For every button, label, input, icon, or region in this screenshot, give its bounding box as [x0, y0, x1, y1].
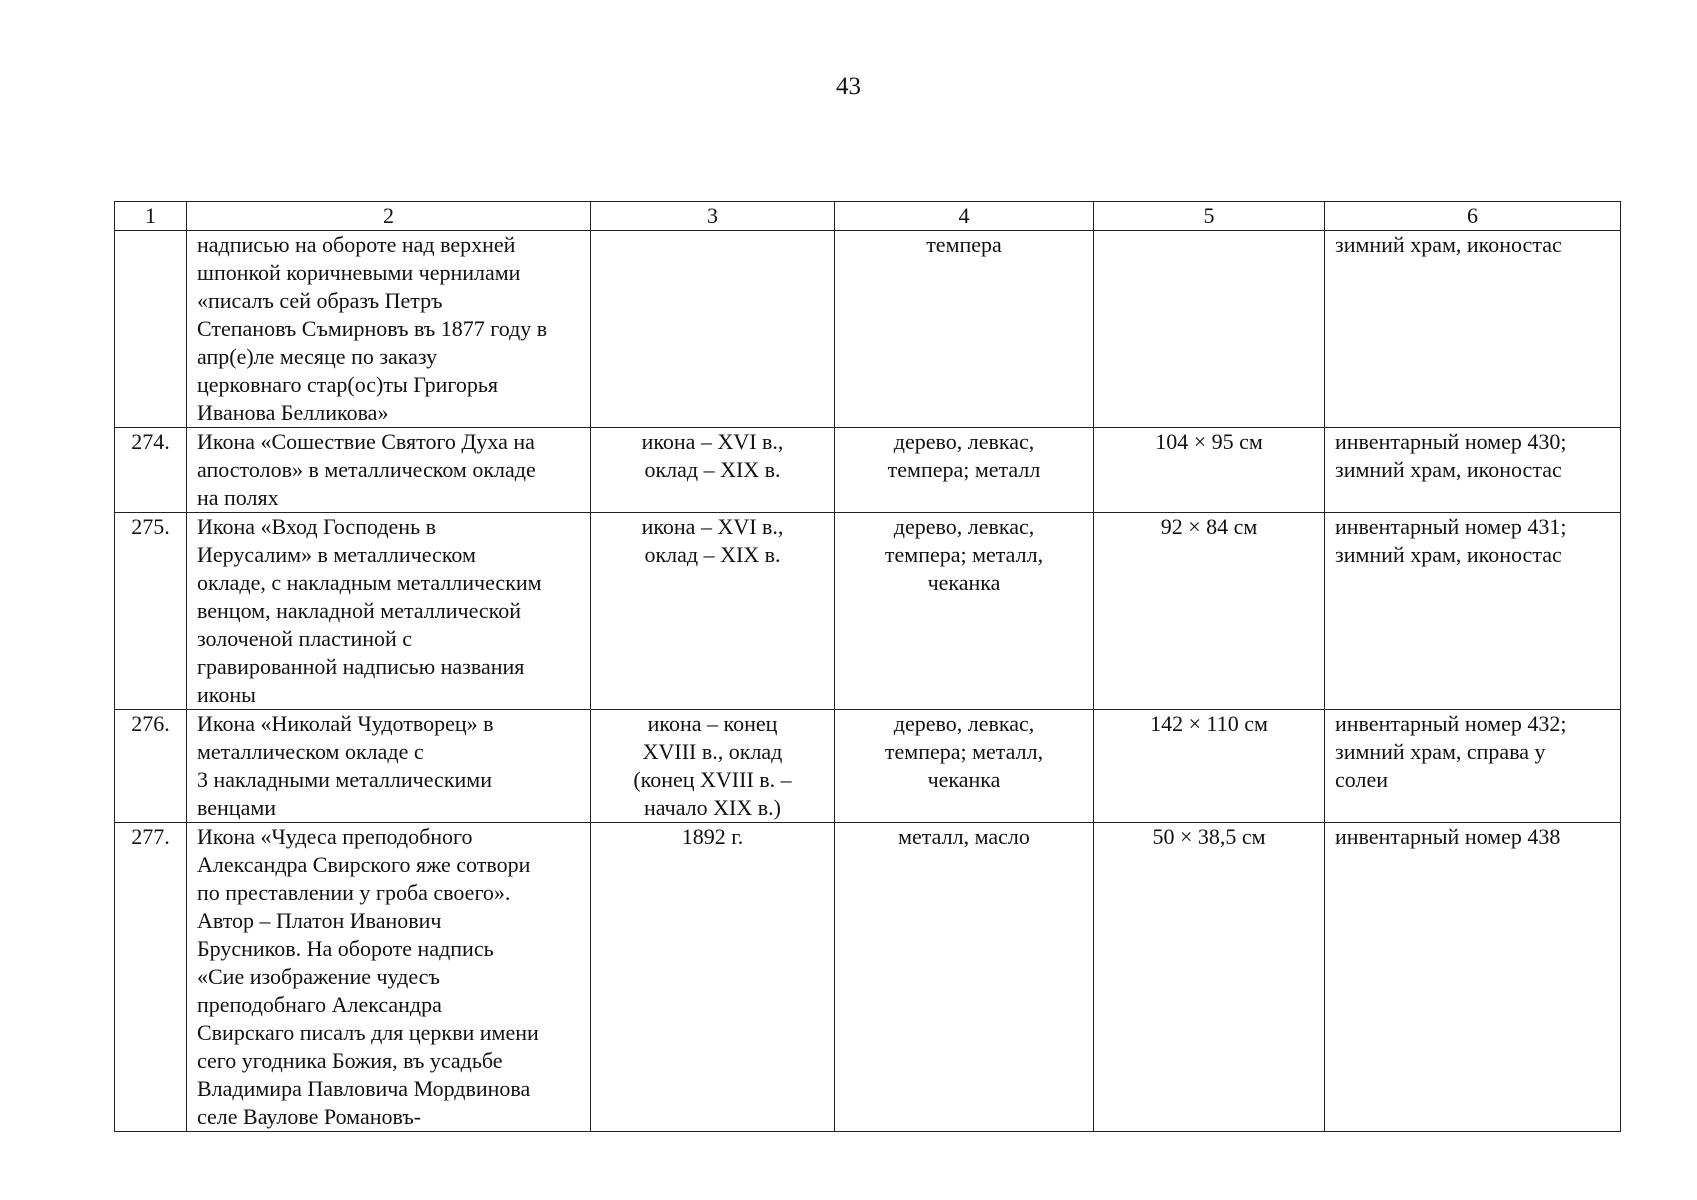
cell-number [115, 823, 187, 1132]
cell-material-text: металл, масло [898, 824, 1030, 849]
cell-number [115, 710, 187, 823]
cell-name [187, 823, 591, 1132]
cell-material-text: дерево, левкас, темпера; металл, чеканка [884, 711, 1044, 792]
cell-note-text: инвентарный номер 431; зимний храм, иконостас [1335, 514, 1567, 567]
cell-material [835, 513, 1094, 710]
header-row [115, 202, 1621, 231]
cell-name-text: Икона «Чудеса преподобного Александра Свирского яже сотвори по преставлении у гроба своего». Автор – Платон Иванович Брусников. На обороте надпись «Сие изображение чудесъ преподобнаго Александра Свирскаго писалъ для церкви имени сего угодника Божия, въ усадьбе Владимира Павловича Мордвинова селе Ваулове Романовъ- [197, 824, 539, 1129]
cell-date [591, 231, 835, 428]
cell-date [591, 428, 835, 513]
column-header-6: 6 [1325, 202, 1621, 231]
cell-size [1094, 428, 1325, 513]
cell-note [1325, 231, 1621, 428]
cell-size [1094, 231, 1325, 428]
cell-name-text: Икона «Вход Господень в Иерусалим» в металлическом окладе, с накладным металлическим венцом, накладной металлической золоченой пластиной с гравированной надписью названия иконы [197, 514, 542, 707]
cell-name-text: Икона «Сошествие Святого Духа на апостолов» в металлическом окладе на полях [197, 429, 536, 510]
column-header-5: 5 [1094, 202, 1325, 231]
column-header-2: 2 [187, 202, 591, 231]
cell-date-text: 1892 г. [681, 824, 744, 849]
cell-note [1325, 513, 1621, 710]
cell-material-text: дерево, левкас, темпера; металл [887, 429, 1041, 482]
cell-size-text: 92 × 84 см [1160, 514, 1258, 539]
cell-name [187, 428, 591, 513]
table-row [115, 710, 1621, 823]
cell-material-text: дерево, левкас, темпера; металл, чеканка [884, 514, 1044, 595]
cell-number [115, 428, 187, 513]
cell-size-text: 104 × 95 см [1155, 429, 1263, 454]
cell-number [115, 513, 187, 710]
cell-material [835, 710, 1094, 823]
cell-number-text: 276. [131, 711, 170, 736]
cell-note [1325, 823, 1621, 1132]
table-header [115, 202, 1621, 231]
cell-number-text: 274. [131, 429, 170, 454]
cell-name [187, 231, 591, 428]
cell-number [115, 231, 187, 428]
cell-date [591, 513, 835, 710]
cell-note-text: инвентарный номер 430; зимний храм, иконостас [1335, 429, 1567, 482]
cell-date-text: икона – конец XVIII в., оклад (конец XVIII в. – начало XIX в.) [633, 711, 792, 820]
cell-note-text: инвентарный номер 432; зимний храм, справа у солеи [1335, 711, 1567, 792]
cell-name [187, 513, 591, 710]
cell-name-text: надписью на обороте над верхней шпонкой коричневыми чернилами «писалъ сей образъ Петръ Степановъ Съмирновъ въ 1877 году в апр(е)ле месяце по заказу церковнаго стар(ос)ты Григорья Иванова Белликова» [197, 232, 548, 425]
table-row [115, 231, 1621, 428]
table-row [115, 823, 1621, 1132]
cell-size [1094, 513, 1325, 710]
cell-size-text: 142 × 110 см [1150, 711, 1268, 736]
cell-material [835, 231, 1094, 428]
cell-size [1094, 710, 1325, 823]
registry-table [114, 201, 1621, 1132]
cell-size [1094, 823, 1325, 1132]
cell-date-text: икона – XVI в., оклад – XIX в. [641, 514, 784, 567]
cell-name-text: Икона «Николай Чудотворец» в металлическом окладе с 3 накладными металлическими венцами [197, 711, 494, 820]
table-row [115, 513, 1621, 710]
cell-size-text: 50 × 38,5 см [1152, 824, 1266, 849]
cell-name [187, 710, 591, 823]
cell-note [1325, 428, 1621, 513]
cell-date [591, 823, 835, 1132]
cell-number-text: 275. [131, 514, 170, 539]
cell-material-text: темпера [926, 232, 1002, 257]
cell-material [835, 823, 1094, 1132]
cell-note [1325, 710, 1621, 823]
cell-note-text: инвентарный номер 438 [1335, 824, 1561, 849]
cell-date-text: икона – XVI в., оклад – XIX в. [641, 429, 784, 482]
column-header-4: 4 [835, 202, 1094, 231]
table-body [115, 231, 1621, 1132]
cell-note-text: зимний храм, иконостас [1335, 232, 1562, 257]
page-number: 43 [836, 73, 861, 100]
column-header-1: 1 [115, 202, 187, 231]
cell-material [835, 428, 1094, 513]
table-row [115, 428, 1621, 513]
cell-date [591, 710, 835, 823]
column-header-3: 3 [591, 202, 835, 231]
cell-number-text: 277. [131, 824, 170, 849]
